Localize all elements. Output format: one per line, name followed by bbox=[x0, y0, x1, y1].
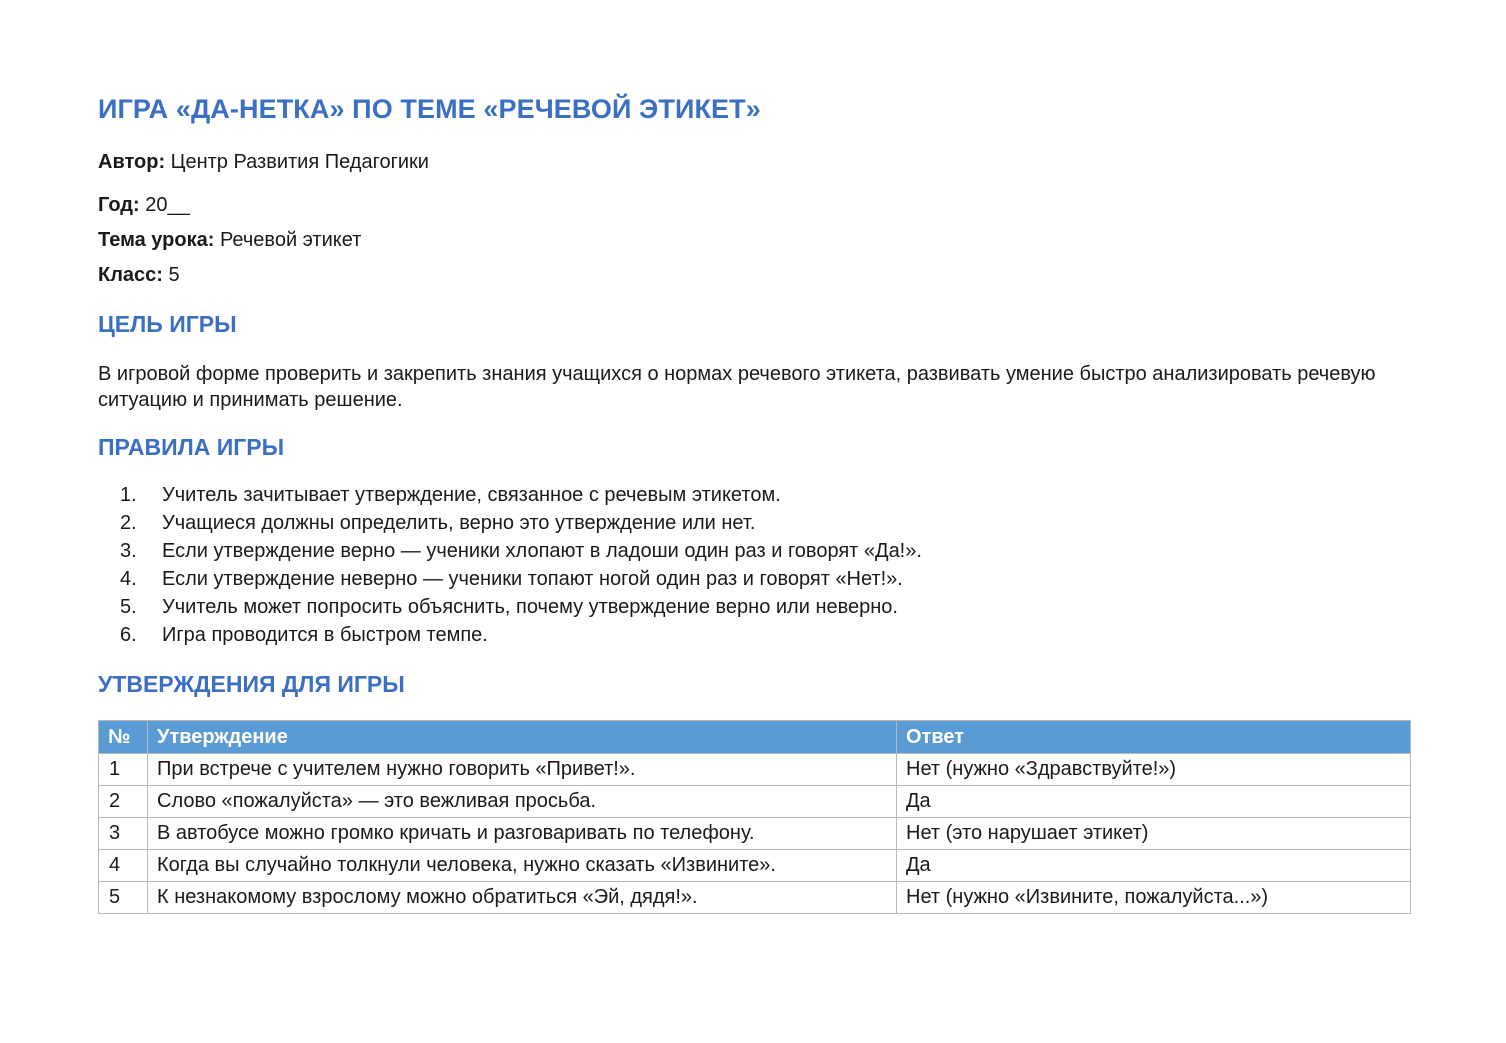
rule-number: 3. bbox=[120, 540, 137, 562]
rule-number: 5. bbox=[120, 596, 137, 618]
rule-number: 4. bbox=[120, 568, 137, 590]
meta-author-value: Центр Развития Педагогики bbox=[170, 151, 429, 173]
rule-item bbox=[98, 594, 922, 622]
meta-class-label: Класс: bbox=[98, 264, 163, 286]
goal-text: В игровой форме проверить и закрепить знания учащихся о нормах речевого этикета, развивать умение быстро анализировать речевую ситуацию и принимать решение. bbox=[98, 363, 1376, 411]
column-header-statement: Утверждение bbox=[148, 721, 897, 754]
meta-topic bbox=[98, 229, 361, 252]
cell-statement: Слово «пожалуйста» — это вежливая просьба. bbox=[148, 786, 897, 818]
cell-number: 4 bbox=[99, 850, 148, 882]
statements-table bbox=[98, 720, 1411, 914]
rule-item bbox=[98, 510, 922, 538]
column-header-number: № bbox=[99, 721, 148, 754]
table-header-row bbox=[99, 721, 1411, 754]
page-title: ИГРА «ДА-НЕТКА» ПО ТЕМЕ «РЕЧЕВОЙ ЭТИКЕТ» bbox=[98, 94, 761, 124]
rule-item bbox=[98, 538, 922, 566]
cell-answer: Нет (нужно «Здравствуйте!») bbox=[897, 754, 1411, 786]
column-header-answer: Ответ bbox=[897, 721, 1411, 754]
meta-year-label: Год: bbox=[98, 194, 140, 216]
statements-heading: УТВЕРЖДЕНИЯ ДЛЯ ИГРЫ bbox=[98, 671, 405, 697]
rule-text: Если утверждение неверно — ученики топают ногой один раз и говорят «Нет!». bbox=[162, 568, 903, 590]
meta-author-label: Автор: bbox=[98, 151, 166, 173]
rule-item bbox=[98, 566, 922, 594]
meta-topic-value: Речевой этикет bbox=[219, 229, 362, 251]
cell-statement: При встрече с учителем нужно говорить «Привет!». bbox=[148, 754, 897, 786]
cell-answer: Да bbox=[897, 850, 1411, 882]
table-row bbox=[99, 818, 1411, 850]
cell-answer: Нет (нужно «Извините, пожалуйста...») bbox=[897, 882, 1411, 914]
rule-text: Если утверждение верно — ученики хлопают в ладоши один раз и говорят «Да!». bbox=[162, 540, 922, 562]
cell-number: 2 bbox=[99, 786, 148, 818]
rules-heading: ПРАВИЛА ИГРЫ bbox=[98, 434, 285, 460]
rule-text: Игра проводится в быстром темпе. bbox=[162, 624, 488, 646]
rule-number: 1. bbox=[120, 484, 137, 506]
meta-author bbox=[98, 151, 429, 174]
meta-year-value: 20__ bbox=[145, 194, 190, 216]
rule-text: Учитель зачитывает утверждение, связанное с речевым этикетом. bbox=[162, 484, 781, 506]
table-row bbox=[99, 882, 1411, 914]
cell-statement: В автобусе можно громко кричать и разговаривать по телефону. bbox=[148, 818, 897, 850]
cell-answer: Да bbox=[897, 786, 1411, 818]
table-row bbox=[99, 754, 1411, 786]
cell-number: 5 bbox=[99, 882, 148, 914]
cell-statement: Когда вы случайно толкнули человека, нужно сказать «Извините». bbox=[148, 850, 897, 882]
rules-list bbox=[98, 482, 922, 650]
meta-year bbox=[98, 194, 190, 217]
cell-answer: Нет (это нарушает этикет) bbox=[897, 818, 1411, 850]
table-row bbox=[99, 786, 1411, 818]
meta-class bbox=[98, 264, 180, 287]
table-row bbox=[99, 850, 1411, 882]
cell-statement: К незнакомому взрослому можно обратиться «Эй, дядя!». bbox=[148, 882, 897, 914]
rule-text: Учащиеся должны определить, верно это утверждение или нет. bbox=[162, 512, 756, 534]
rule-item bbox=[98, 622, 922, 650]
rule-number: 6. bbox=[120, 624, 137, 646]
rule-item bbox=[98, 482, 922, 510]
meta-topic-label: Тема урока: bbox=[98, 229, 215, 251]
rule-text: Учитель может попросить объяснить, почему утверждение верно или неверно. bbox=[162, 596, 898, 618]
goal-heading: ЦЕЛЬ ИГРЫ bbox=[98, 311, 237, 337]
rule-number: 2. bbox=[120, 512, 137, 534]
cell-number: 3 bbox=[99, 818, 148, 850]
cell-number: 1 bbox=[99, 754, 148, 786]
meta-class-value: 5 bbox=[168, 264, 180, 286]
